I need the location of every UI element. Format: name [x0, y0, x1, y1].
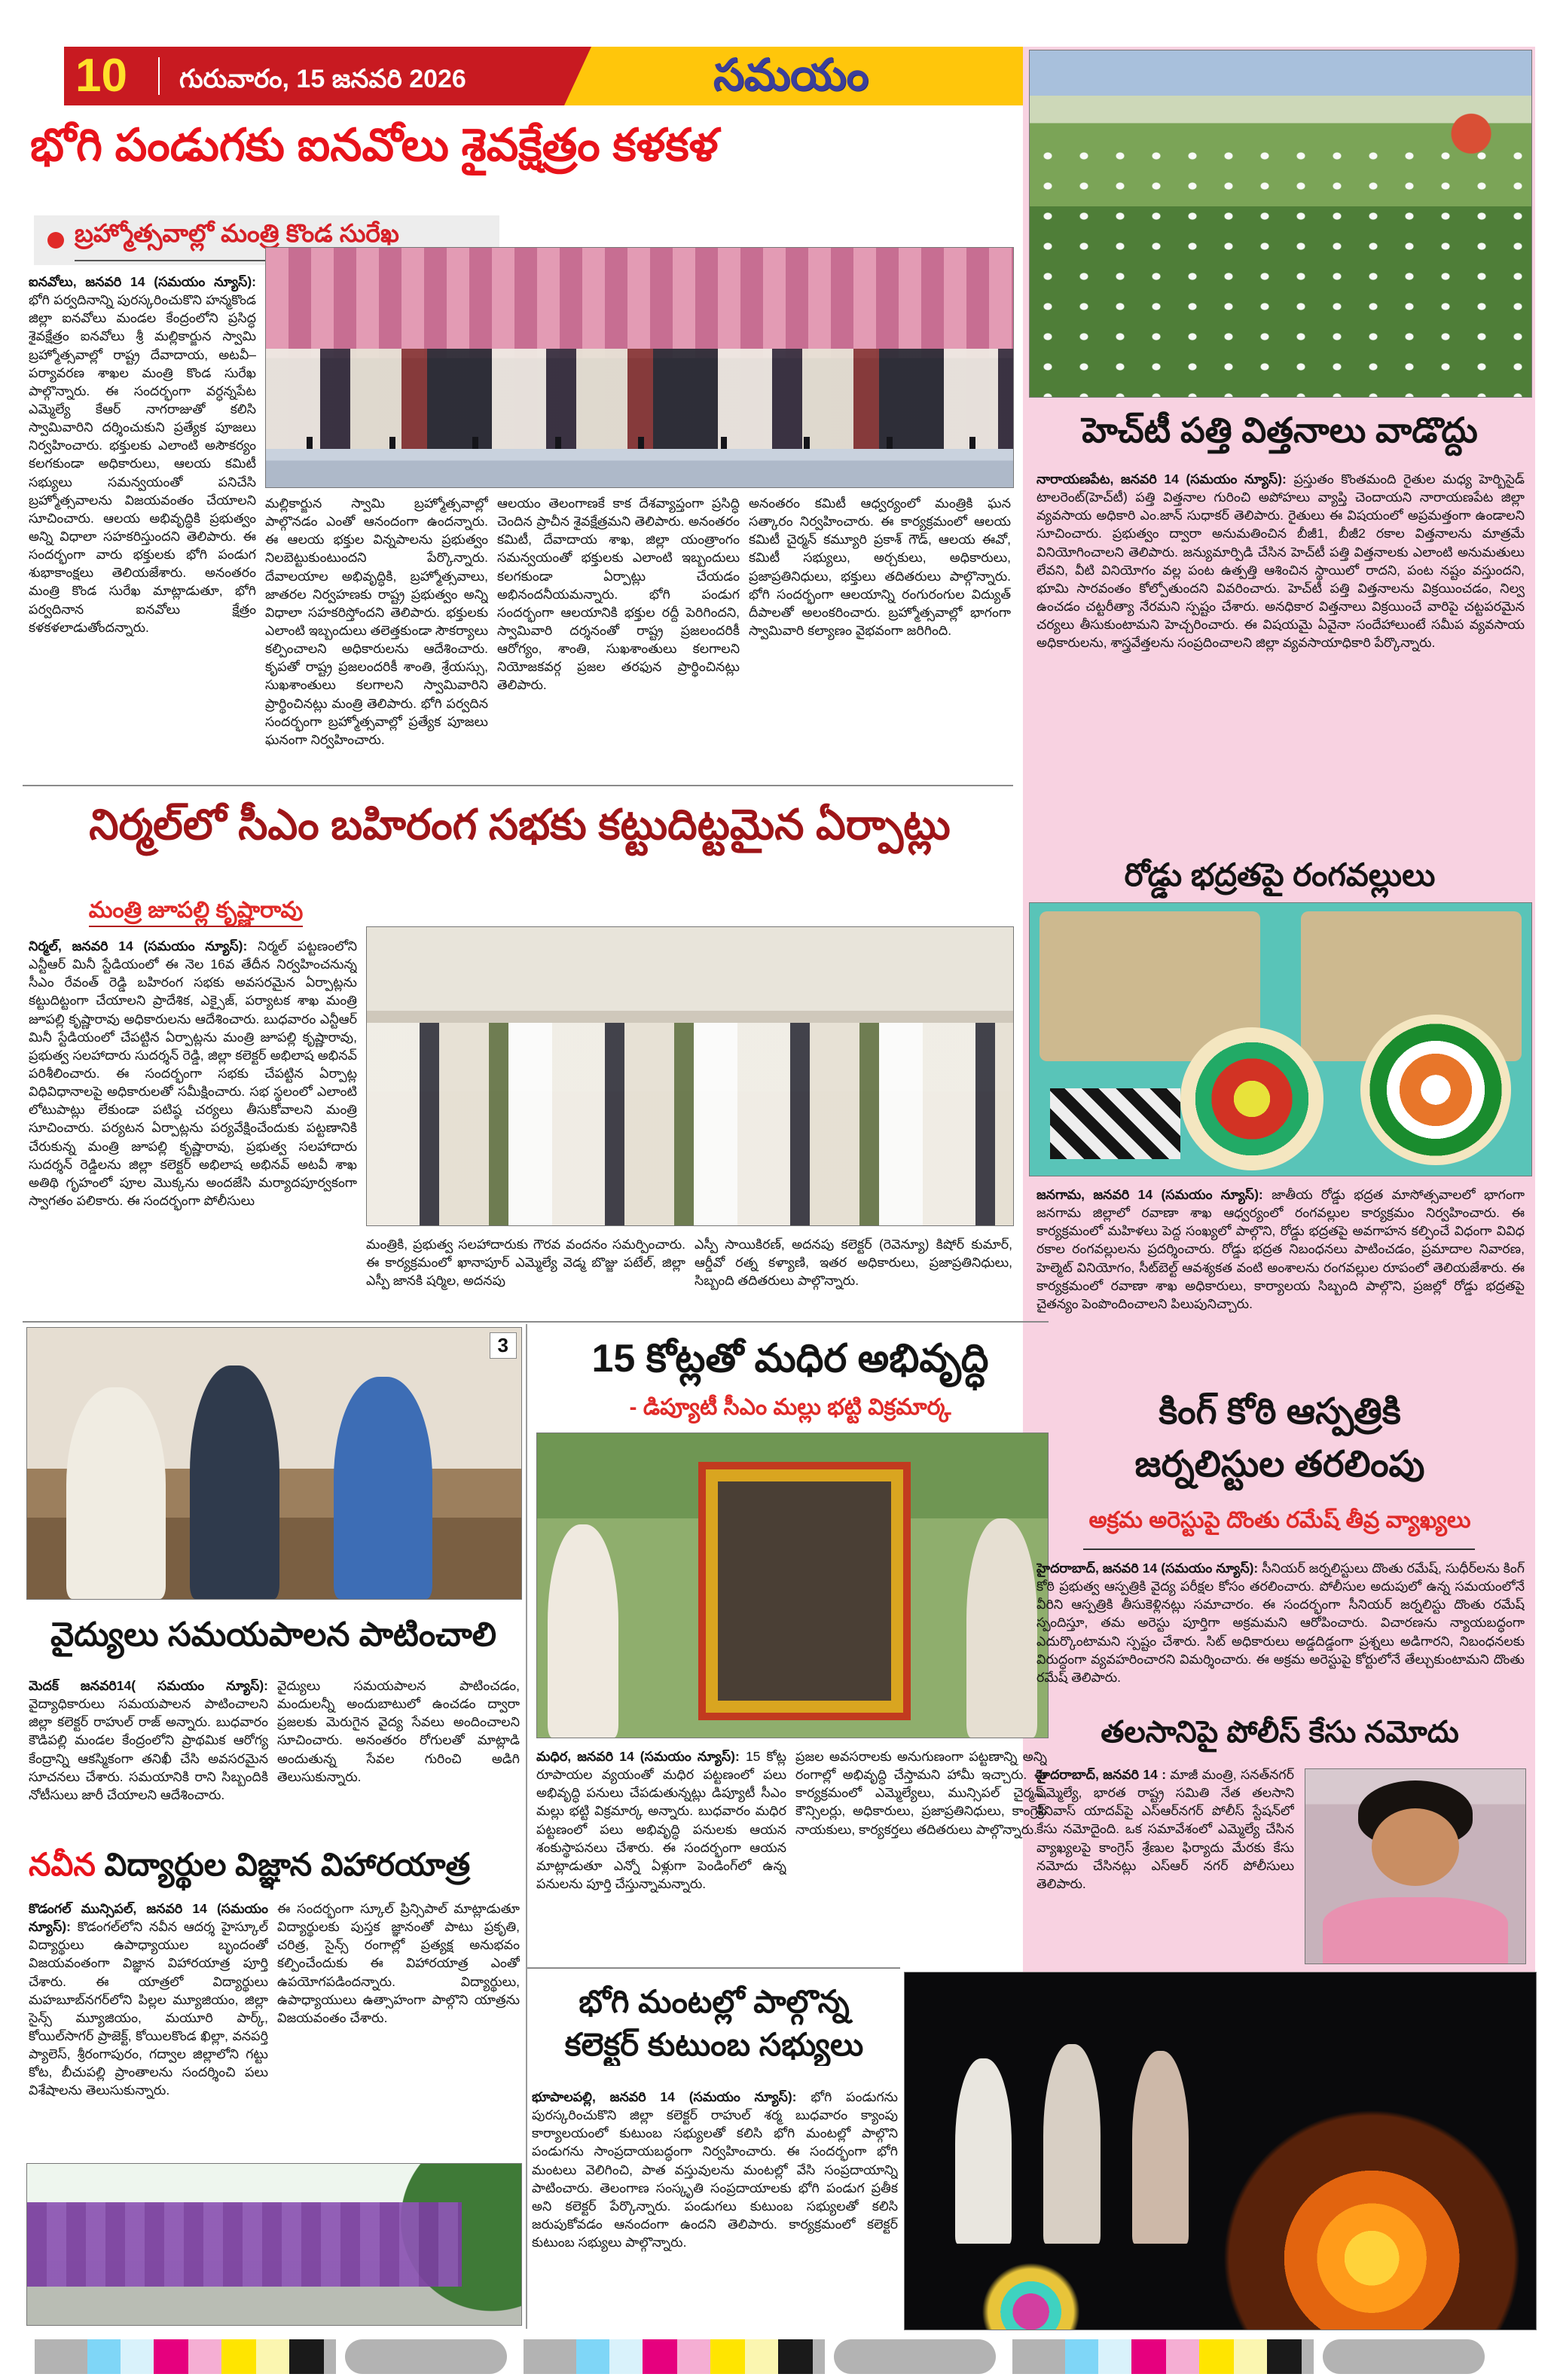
naveen-col1-text: కొడంగల్‌లోని నవీన ఆదర్శ హైస్కూల్ విద్యార్థులు ఉపాధ్యాయుల బృందంతో విజయవంతంగా విజ్ఞాన విహారయాత్ర పూర్తి చేశారు. ఈ యాత్రలో విద్యార్థులు మహబూబ్‌నగర్‌లోని పిల్లల మ్యూజియం, జిల్లా సైన్స్ మ్యూజియం, మయూరి పార్క్, కోయిల్‌సాగర్ ప్రాజెక్ట్, కోయిలకొండ ఖిల్లా, వనపర్తి ప్యాలెస్, శ్రీరంగాపురం, గద్వాల జిల్లాలోని గట్టు కోట, బీచుపల్లి ప్రాంతాలను సందర్శించి పలు విశేషాలను తెలుసుకున్నారు. — [29, 1919, 268, 2098]
dateline-ht-cotton: నారాయణపేట, జనవరి 14 (సమయం న్యూస్): — [1036, 471, 1294, 487]
foundation-stone — [706, 1469, 904, 1713]
dateline-nirmal: నిర్మల్, జనవరి 14 (సమయం న్యూస్): — [29, 938, 258, 954]
headline-bhogi-line1: భోగి మంటల్లో పాల్గొన్న — [579, 1984, 850, 2019]
cotton-field-photo — [1029, 50, 1532, 398]
headline-naveen — [29, 1847, 520, 1891]
nirmal-column-1 — [29, 937, 357, 1314]
nirmal-column-3: ఎస్పీ సాయికిరణ్, అదనపు కలెక్టర్ (రెవెన్యూ) కిషోర్ కుమార్, ఆర్డీవో రత్న కళ్యాణి, ఇతర అధికారులు, ప్రజాప్రతినిధులు, సిబ్బంది తదితరులు పాల్గొన్నారు. — [695, 1237, 1012, 1289]
madhira-column-2: ప్రజల అవసరాలకు అనుగుణంగా పట్టణాన్ని అన్ని రంగాల్లో అభివృద్ధి చేస్తామని హామీ ఇచ్చారు. ఈ కార్యక్రమంలో ఎమ్మెల్యేలు, మున్సిపల్ చైర్మన్, కౌన్సిలర్లు, అధికారులు, ప్రజాప్రతినిధులు, కాంగ్రెస్ నాయకులు, కార్యకర్తలు తదితరులు పాల్గొన్నారు. — [795, 1749, 1047, 1837]
dateline-madhira: మధిర, జనవరి 14 (సమయం న్యూస్): — [536, 1749, 746, 1764]
headline-bhogi-line2: కలెక్టర్ కుటుంబ సభ్యులు — [564, 2026, 864, 2062]
ainavolu-column-3: ఆలయం తెలంగాణకే కాక దేశవ్యాప్తంగా ప్రసిద్ధి చెందిన ప్రాచీన శైవక్షేత్రమని తెలిపారు. అనంతరం కమిటీ, దేవాదాయ శాఖ, జిల్లా యంత్రాంగం సమన్వయంతో భక్తులకు ఎలాంటి ఇబ్బందులు కలగకుండా ఏర్పాట్లు చేయడం అభినందనీయమన్నారు. భోగి పండుగ సందర్భంగా ఆలయానికి భక్తుల రద్దీ పెరిగిందని, స్వామివారి దర్శనంతో రాష్ట్ర ప్రజలందరికీ ఆరోగ్యం, శాంతి, సుఖశాంతులు కలగాలని నియోజకవర్గ ప్రజల తరఫున ప్రార్థించినట్లు తెలిపారు. — [497, 496, 740, 693]
headline-road-safety: రోడ్డు భద్రతపై రంగవల్లులు — [1124, 857, 1436, 892]
press-table — [266, 449, 1013, 487]
nirmal-col1-text: నిర్మల్ పట్టణంలోని ఎన్టీఆర్ మినీ స్టేడియంలో ఈ నెల 16వ తేదీన నిర్వహించనున్న సీఎం రేవంత్ రెడ్డి బహిరంగ సభకు అవసరమైన ఏర్పాట్లను కట్టుదిట్టంగా చేయాలని ప్రాదేశిక, ఎక్సైజ్, పర్యాటక శాఖ మంత్రి జూపల్లి కృష్ణారావు అధికారులను ఆదేశించారు. బుధవారం ఎన్టీఆర్ మినీ స్టేడియంలో చేపట్టిన ఏర్పాట్లను మంత్రి జూపల్లి కృష్ణారావు, ప్రభుత్వ సలహాదారు సుదర్శన్ రెడ్డి, జిల్లా కలెక్టర్ అభిలాష అభినవ్ పరిశీలించారు. ఈ సందర్భంగా సభకు చేపట్టిన ఏర్పాట్ల విధివిధానాలపై అధికారులతో సమీక్షించారు. సభ స్థలంలో ఎలాంటి లోటుపాట్లు లేకుండా పటిష్ఠ చర్యలు తీసుకోవాలని మంత్రి సూచించారు. పర్యటన ఏర్పాట్లను పర్యవేక్షించేందుకు పట్టణానికి చేరుకున్న మంత్రి జూపల్లి కృష్ణారావు, ప్రభుత్వ సలహాదారు సుదర్శన్ రెడ్డిలను జిల్లా కలెక్టర్ అభిలాష అభినవ్ అటవీ శాఖ అతిథి గృహంలో పూల మొక్కను అందజేసి మర్యాదపూర్వకంగా స్వాగతం పలికారు. ఈ సందర్భంగా పోలీసులు — [29, 938, 357, 1208]
ainavolu-column-1 — [29, 273, 256, 777]
road-safety-text: జాతీయ రోడ్డు భద్రత మాసోత్సవాలలో భాగంగా జనగామ జిల్లాలో రవాణా శాఖ ఆధ్వర్యంలో రంగవల్లుల కార్యక్రమం నిర్వహించారు. ఈ కార్యక్రమంలో మహిళలు పెద్ద సంఖ్యలో పాల్గొని, రోడ్డు భద్రతపై అవగాహన కల్పించే విధంగా వివిధ రకాల రంగవల్లులను ప్రదర్శించారు. రోడ్డు భద్రత నిబంధనలు పాటించడం, ప్రమాదాల నివారణ, హెల్మెట్ వినియోగం, సీట్‌బెల్ట్ ఆవశ్యకత వంటి అంశాలను రంగవల్లుల రూపంలో తెలియజేశారు. ఈ కార్యక్రమంలో రవాణా శాఖ అధికారులు, కార్యాలయ సిబ్బంది పాల్గొని, ప్రజల్లో రోడ్డు భద్రతపై చైతన్యం పెంపొందించాలని పిలుపునిచ్చారు. — [1036, 1187, 1525, 1311]
ht-cotton-text: ప్రస్తుతం కొంతమంది రైతుల మధ్య హెర్బిసైడ్ టాలరెంట్(హెచ్‌టీ) పత్తి విత్తనాల గురించి అపోహలు వ్యాప్తి చెందాయని నారాయణపేట జిల్లా వ్యవసాయ అధికారి ఎం.జాన్ సుధాకర్ తెలిపారు. రైతులు ఈ విషయంలో అప్రమత్తంగా ఉండాలని సూచించారు. ప్రభుత్వం ద్వారా అనుమతించిన బీజీ1, బీజీ2 రకాల విత్తనాలను మాత్రమే వినియోగించాలని తెలిపారు. జన్యుమార్పిడి చేసిన హెచ్‌టీ పత్తి విత్తనాలకు ఎలాంటి అనుమతులు లేవని, వీటి వినియోగం వల్ల పంట ఉత్పత్తి ఆశించిన స్థాయిలో రాదని, పంట నష్టం వస్తుందని, భూమి సారవంతం కోల్పోతుందని వివరించారు. హెచ్‌టీ పత్తి విత్తనాలను విక్రయించడం, నిల్వ ఉంచడం చట్టరీత్యా నేరమని స్పష్టం చేశారు. అనధికార విత్తనాలు విక్రయించే వారిపై చట్టపరమైన చర్యలు తీసుకుంటామని హెచ్చరించారు. ఈ విషయమై ఏవైనా సందేహాలుంటే సమీప వ్యవసాయ అధికారులను, శాస్త్రవేత్తలను సంప్రదించాలని జిల్లా వ్యవసాయాధికారి పేర్కొన్నారు. — [1036, 471, 1525, 651]
headline-naveen-accent: నవీన — [29, 1847, 96, 1882]
subhead-nirmal-wrap — [30, 898, 362, 929]
person-figure — [1043, 2044, 1100, 2244]
subhead-ainavolu: బ్రహ్మోత్సవాల్లో మంత్రి కొండ సురేఖ — [75, 219, 399, 261]
tricolor-rangoli-circle — [1360, 1015, 1511, 1165]
plaque-unveiling-photo — [536, 1433, 1049, 1738]
person-figure — [548, 1524, 619, 1738]
rangoli-photo — [1029, 902, 1532, 1176]
talasani-portrait-photo — [1305, 1768, 1526, 1964]
ainavolu-col1-text: భోగి పర్వదినాన్ని పురస్కరించుకొని హన్మకొండ జిల్లా ఐనవోలు మండల కేంద్రంలోని ప్రసిద్ధ శైవక్షేత్రం ఐనవోలు శ్రీ మల్లికార్జున స్వామి బ్రహ్మోత్సవాల్లో రాష్ట్ర దేవాదాయ, అటవీ–పర్యావరణ శాఖల మంత్రి కొండ సురేఖ పాల్గొన్నారు. ఈ సందర్భంగా వర్ధన్నపేట ఎమ్మెల్యే కేఆర్ నాగరాజుతో కలిసి స్వామివారిని దర్శించుకుని ప్రత్యేక పూజలు నిర్వహించారు. భక్తులకు ఎలాంటి అసౌకర్యం కలగకుండా అధికారులు, ఆలయ కమిటీ సభ్యులు సమన్వయంతో పనిచేసి బ్రహ్మోత్సవాలను విజయవంతం చేయాలని సూచించారు. ఆలయ అభివృద్ధికి ప్రభుత్వం అన్ని విధాలా సహకరిస్తుందని తెలిపారు. ఈ సందర్భంగా వారు భక్తులకు భోగి పండుగ శుభాకాంక్షలు తెలియజేశారు. అనంతరం మంత్రి కొండ సురేఖ మాట్లాడుతూ, భోగి పర్వదినాన ఐనవోలు క్షేత్రం కళకళలాడుతోందన్నారు. — [29, 292, 256, 635]
dateline-talasani: హైదరాబాద్, జనవరి 14 : — [1036, 1767, 1171, 1782]
edition-date: గురువారం, 15 జనవరి 2026 — [179, 65, 466, 93]
subhead-madhira: - డిప్యూటీ సీఎం మల్లు భట్టి విక్రమార్క — [629, 1395, 951, 1420]
doctors-col1-text: వైద్యాధికారులు సమయపాలన పాటించాలని జిల్లా కలెక్టర్ రాహుల్ రాజ్ అన్నారు. బుధవారం కౌడిపల్లి మండల కేంద్రంలోని ప్రాథమిక ఆరోగ్య కేంద్రాన్ని ఆకస్మికంగా తనిఖీ చేసి అవసరమైన సూచనలు చేశారు. సమయానికి రాని సిబ్బందికి నోటీసులు జారీ చేయాలని ఆదేశించారు. — [29, 1696, 268, 1802]
nirmal-group-figures — [367, 1023, 1013, 1225]
nirmal-column-2: మంత్రికి, ప్రభుత్వ సలహాదారుకు గౌరవ వందనం సమర్పించారు. ఈ కార్యక్రమంలో ఖానాపూర్ ఎమ్మెల్యే వెడ్మ బొజ్జు పటేల్, జిల్లా ఎస్పీ జానకి షర్మిల, అదనపు — [366, 1237, 685, 1289]
ainavolu-column-4: అనంతరం కమిటీ ఆధ్వర్యంలో మంత్రికి ఘన సత్కారం నిర్వహించారు. ఈ కార్యక్రమంలో ఆలయ కమిటీ చైర్మన్ కమ్యూరి ప్రకాశ్ గౌడ్, ఆలయ ఈవో, కమిటీ సభ్యులు, అర్చకులు, అధికారులు, ప్రజాప్రతినిధులు, భక్తులు తదితరులు పాల్గొన్నారు. భోగి సందర్భంగా ఆలయాన్ని రంగురంగుల విద్యుత్ దీపాలతో అలంకరించారు. బ్రహ్మోత్సవాల్లో భాగంగా స్వామివారి కల్యాణం వైభవంగా జరిగింది. — [749, 496, 1011, 638]
headline-naveen-rest: విద్యార్థుల విజ్ఞాన విహారయాత్ర — [95, 1847, 471, 1882]
students-crowd — [27, 2202, 462, 2286]
talasani-text: మాజీ మంత్రి, సనత్‌నగర్ ఎమ్మెల్యే, భారత రాష్ట్ర సమితి నేత తలసాని శ్రీనివాస్ యాదవ్‌పై ఎస్‌ఆర్‌నగర్ పోలీస్ స్టేషన్‌లో కేసు నమోదైంది. ఒక సమావేశంలో ఎమ్మెల్యే చేసిన వ్యాఖ్యలపై కాంగ్రెస్ శ్రేణుల ఫిర్యాదు మేరకు కేసు నమోదు చేసినట్లు ఎస్‌ఆర్ నగర్ పోలీసులు తెలిపారు. — [1036, 1767, 1294, 1891]
person-figure — [66, 1387, 165, 1599]
headline-king-koti-line2: జర్నలిస్టుల తరలింపు — [1134, 1444, 1425, 1484]
masthead-logo: సమయం — [713, 50, 869, 99]
doctors-column-2: వైద్యులు సమయపాలన పాటించడం, మందులన్నీ అందుబాటులో ఉంచడం ద్వారా ప్రజలకు మెరుగైన వైద్య సేవలు అందించాలని సూచించారు. అనంతరం రోగులతో మాట్లాడి అందుతున్న సేవల గురించి అడిగి తెలుసుకున్నారు. — [277, 1678, 520, 1784]
traffic-rangoli-circle — [1180, 1027, 1323, 1170]
person-figure — [334, 1377, 432, 1599]
cmyk-color-bar — [35, 2339, 507, 2374]
road-safety-body — [1036, 1185, 1525, 1372]
person-figure — [1132, 2051, 1189, 2244]
column-divider — [526, 1324, 527, 2329]
cmyk-color-bar — [524, 2339, 996, 2374]
madhira-col1-text: 15 కోట్ల రూపాయల వ్యయంతో మధిర పట్టణంలో పలు అభివృద్ధి పనులు చేపడుతున్నట్లు డిప్యూటీ సీఎం మల్లు భట్టి విక్రమార్క అన్నారు. బుధవారం మధిర పట్టణంలో పలు అభివృద్ధి పనులకు ఆయన శంకుస్థాపనలు చేశారు. ఈ సందర్భంగా ఆయన మాట్లాడుతూ ఎన్నో ఏళ్లుగా పెండింగ్‌లో ఉన్న పనులను పూర్తి చేస్తున్నామన్నారు. — [536, 1749, 786, 1891]
subhead-king-koti: అక్రమ అరెస్టుపై దొంతు రమేష్ తీవ్ర వ్యాఖ్యలు — [1088, 1508, 1471, 1533]
naveen-column-1 — [29, 1899, 268, 2157]
naveen-column-2: ఈ సందర్భంగా స్కూల్ ప్రిన్సిపాల్ మాట్లాడుతూ విద్యార్థులకు పుస్తక జ్ఞానంతో పాటు ప్రకృతి, చరిత్ర, సైన్స్ రంగాల్లో ప్రత్యక్ష అనుభవం కల్పించేందుకు ఈ విహారయాత్ర ఎంతో ఉపయోగపడిందన్నారు. విద్యార్థులు, ఉపాధ్యాయులు ఉత్సాహంగా పాల్గొని యాత్రను విజయవంతం చేశారు. — [277, 1901, 520, 2025]
ainavolu-column-2: మల్లికార్జున స్వామి బ్రహ్మోత్సవాల్లో పాల్గొనడం ఎంతో ఆనందంగా ఉందన్నారు. ఈ ఆలయ భక్తుల విన్నపాలను ప్రభుత్వం నిలబెట్టుకుంటుందని పేర్కొన్నారు. దేవాలయాల అభివృద్ధికి, బ్రహ్మోత్సవాలు, జాతరల నిర్వహణకు రాష్ట్ర ప్రభుత్వం అన్ని విధాలా సహకరిస్తోందని తెలిపారు. భక్తులకు ఎలాంటి ఇబ్బందులు తలెత్తకుండా సౌకర్యాలు కల్పించాలని అధికారులను ఆదేశించారు. కృపతో రాష్ట్ర ప్రజలందరికీ శాంతి, శ్రేయస్సు, సుఖశాంతులు కలగాలని స్వామివారిని ప్రార్థించినట్లు మంత్రి తెలిపారు. భోగి పర్వదిన సందర్భంగా బ్రహ్మోత్సవాల్లో ప్రత్యేక పూజలు ఘనంగా నిర్వహించారు. — [265, 496, 488, 747]
section-divider — [527, 1967, 900, 1969]
bhogi-collector-body — [532, 2088, 898, 2332]
photo-number-badge: 3 — [490, 1332, 517, 1359]
king-koti-text: సీనియర్ జర్నలిస్టులు దొంతు రమేష్, సుధీర్‌లను కింగ్ కోఠి ప్రభుత్వ ఆస్పత్రికి వైద్య పరీక్షల కోసం తరలించారు. పోలీసుల అదుపులో ఉన్న సమయంలోనే వీరిని ఆస్పత్రికి తీసుకెళ్లినట్లు సమాచారం. ఈ సందర్భంగా సీనియర్ జర్నలిస్టు దొంతు రమేష్ స్పందిస్తూ, తమ అరెస్టు పూర్తిగా అక్రమమని ఆరోపించారు. విచారణను న్యాయబద్ధంగా ఎదుర్కొంటామని స్పష్టం చేశారు. సిట్ అధికారులు అడ్డదిడ్డంగా ప్రశ్నలు అడిగారని, నిబంధనలకు విరుద్ధంగా వ్యవహరించారని విమర్శించారు. ఈ అక్రమ అరెస్టుపై కోర్టులోనే తేల్చుకుంటామని దొంతు రమేష్ తెలిపారు. — [1036, 1561, 1525, 1685]
subhead-divider — [1083, 1549, 1475, 1550]
zebra-crossing-rangoli — [1050, 1088, 1180, 1159]
talasani-article-block — [1036, 1765, 1526, 1967]
portrait-shirt — [1323, 1897, 1507, 1964]
bonfire-photo — [904, 1972, 1537, 2330]
headline-nirmal: నిర్మల్‌లో సీఎం బహిరంగ సభకు కట్టుదిట్టమైన ఏర్పాట్లు — [89, 801, 951, 848]
page-number: 10 — [75, 50, 127, 102]
dateline-road-safety: జనగామ, జనవరి 14 (సమయం న్యూస్): — [1036, 1187, 1272, 1202]
doctors-column-1 — [29, 1677, 268, 1841]
bullet-icon — [47, 232, 64, 249]
headline-king-koti-line1: కింగ్ కోఠి ఆస్పత్రికి — [1159, 1392, 1401, 1432]
dateline-king-koti: హైదరాబాద్, జనవరి 14 (సమయం న్యూస్): — [1036, 1561, 1262, 1576]
person-figure — [966, 1518, 1038, 1738]
headline-talasani: తలసానిపై పోలీస్ కేసు నమోదు — [1101, 1716, 1459, 1749]
press-conference-photo — [265, 247, 1014, 488]
portrait-face — [1372, 1808, 1460, 1886]
header-divider — [158, 57, 160, 95]
section-divider — [23, 1321, 1049, 1323]
dateline-ainavolu: ఐనవోలు, జనవరి 14 (సమయం న్యూస్): — [29, 274, 256, 289]
bhogi-collector-text: భోగి పండుగను పురస్కరించుకొని జిల్లా కలెక్టర్ రాహుల్ శర్మ బుధవారం క్యాంపు కార్యాలయంలో కుటుంబ సభ్యులతో కలిసి భోగి మంటల్లో పాల్గొని పండుగను సాంప్రదాయబద్ధంగా నిర్వహించారు. ఈ సందర్భంగా భోగి మంటలు వెలిగించి, పాత వస్తువులను మంటల్లో వేసి సంప్రదాయాన్ని పాటించారు. తెలంగాణ సంస్కృతి సంప్రదాయాలకు భోగి పండుగ ప్రతీక అని కలెక్టర్ పేర్కొన్నారు. పండుగలు కుటుంబ సభ్యులతో కలిసి జరుపుకోవడం ఆనందంగా ఉందని తెలిపారు. కార్యక్రమంలో కలెక్టర్ కుటుంబ సభ్యులు పాల్గొన్నారు. — [532, 2089, 898, 2250]
headline-doctors: వైద్యులు సమయపాలన పాటించాలి — [50, 1616, 496, 1653]
subhead-nirmal: మంత్రి జూపల్లి కృష్ణారావు — [89, 898, 304, 927]
king-koti-body — [1036, 1559, 1525, 1711]
dateline-doctors: మెదక్ జనవరి14( సమయం న్యూస్): — [29, 1678, 268, 1693]
dateline-naveen: కొడంగల్ మున్సిపల్, జనవరి 14 (సమయం న్యూస్): — [29, 1901, 268, 1935]
headline-king-koti — [1029, 1386, 1531, 1491]
headline-madhira: 15 కోట్లతో మధిర అభివృద్ధి — [591, 1337, 989, 1381]
madhira-column-1 — [536, 1747, 786, 1963]
cmyk-color-bar — [1012, 2339, 1485, 2374]
students-group-photo — [26, 2163, 522, 2326]
dateline-bhogi-collector: భూపాలపల్లి, జనవరి 14 (సమయం న్యూస్): — [532, 2089, 811, 2104]
press-people-figures — [266, 349, 1013, 450]
headline-bhogi-collector — [529, 1981, 899, 2066]
collector-inspection-photo — [26, 1327, 522, 1600]
headline-ainavolu: భోగి పండుగకు ఐనవోలు శైవక్షేత్రం కళకళ — [30, 120, 719, 170]
section-divider — [23, 785, 1013, 786]
cotton-bolls — [1030, 141, 1531, 397]
nirmal-inspection-photo — [366, 926, 1014, 1226]
person-figure — [955, 2058, 1012, 2244]
ht-cotton-body — [1036, 470, 1525, 848]
print-registration-bars — [35, 2339, 1534, 2374]
headline-ht-cotton: హెచ్‌టీ పత్తి విత్తనాలు వాడొద్దు — [1082, 410, 1478, 450]
talasani-body — [1036, 1765, 1294, 1893]
person-figure — [190, 1365, 279, 1599]
